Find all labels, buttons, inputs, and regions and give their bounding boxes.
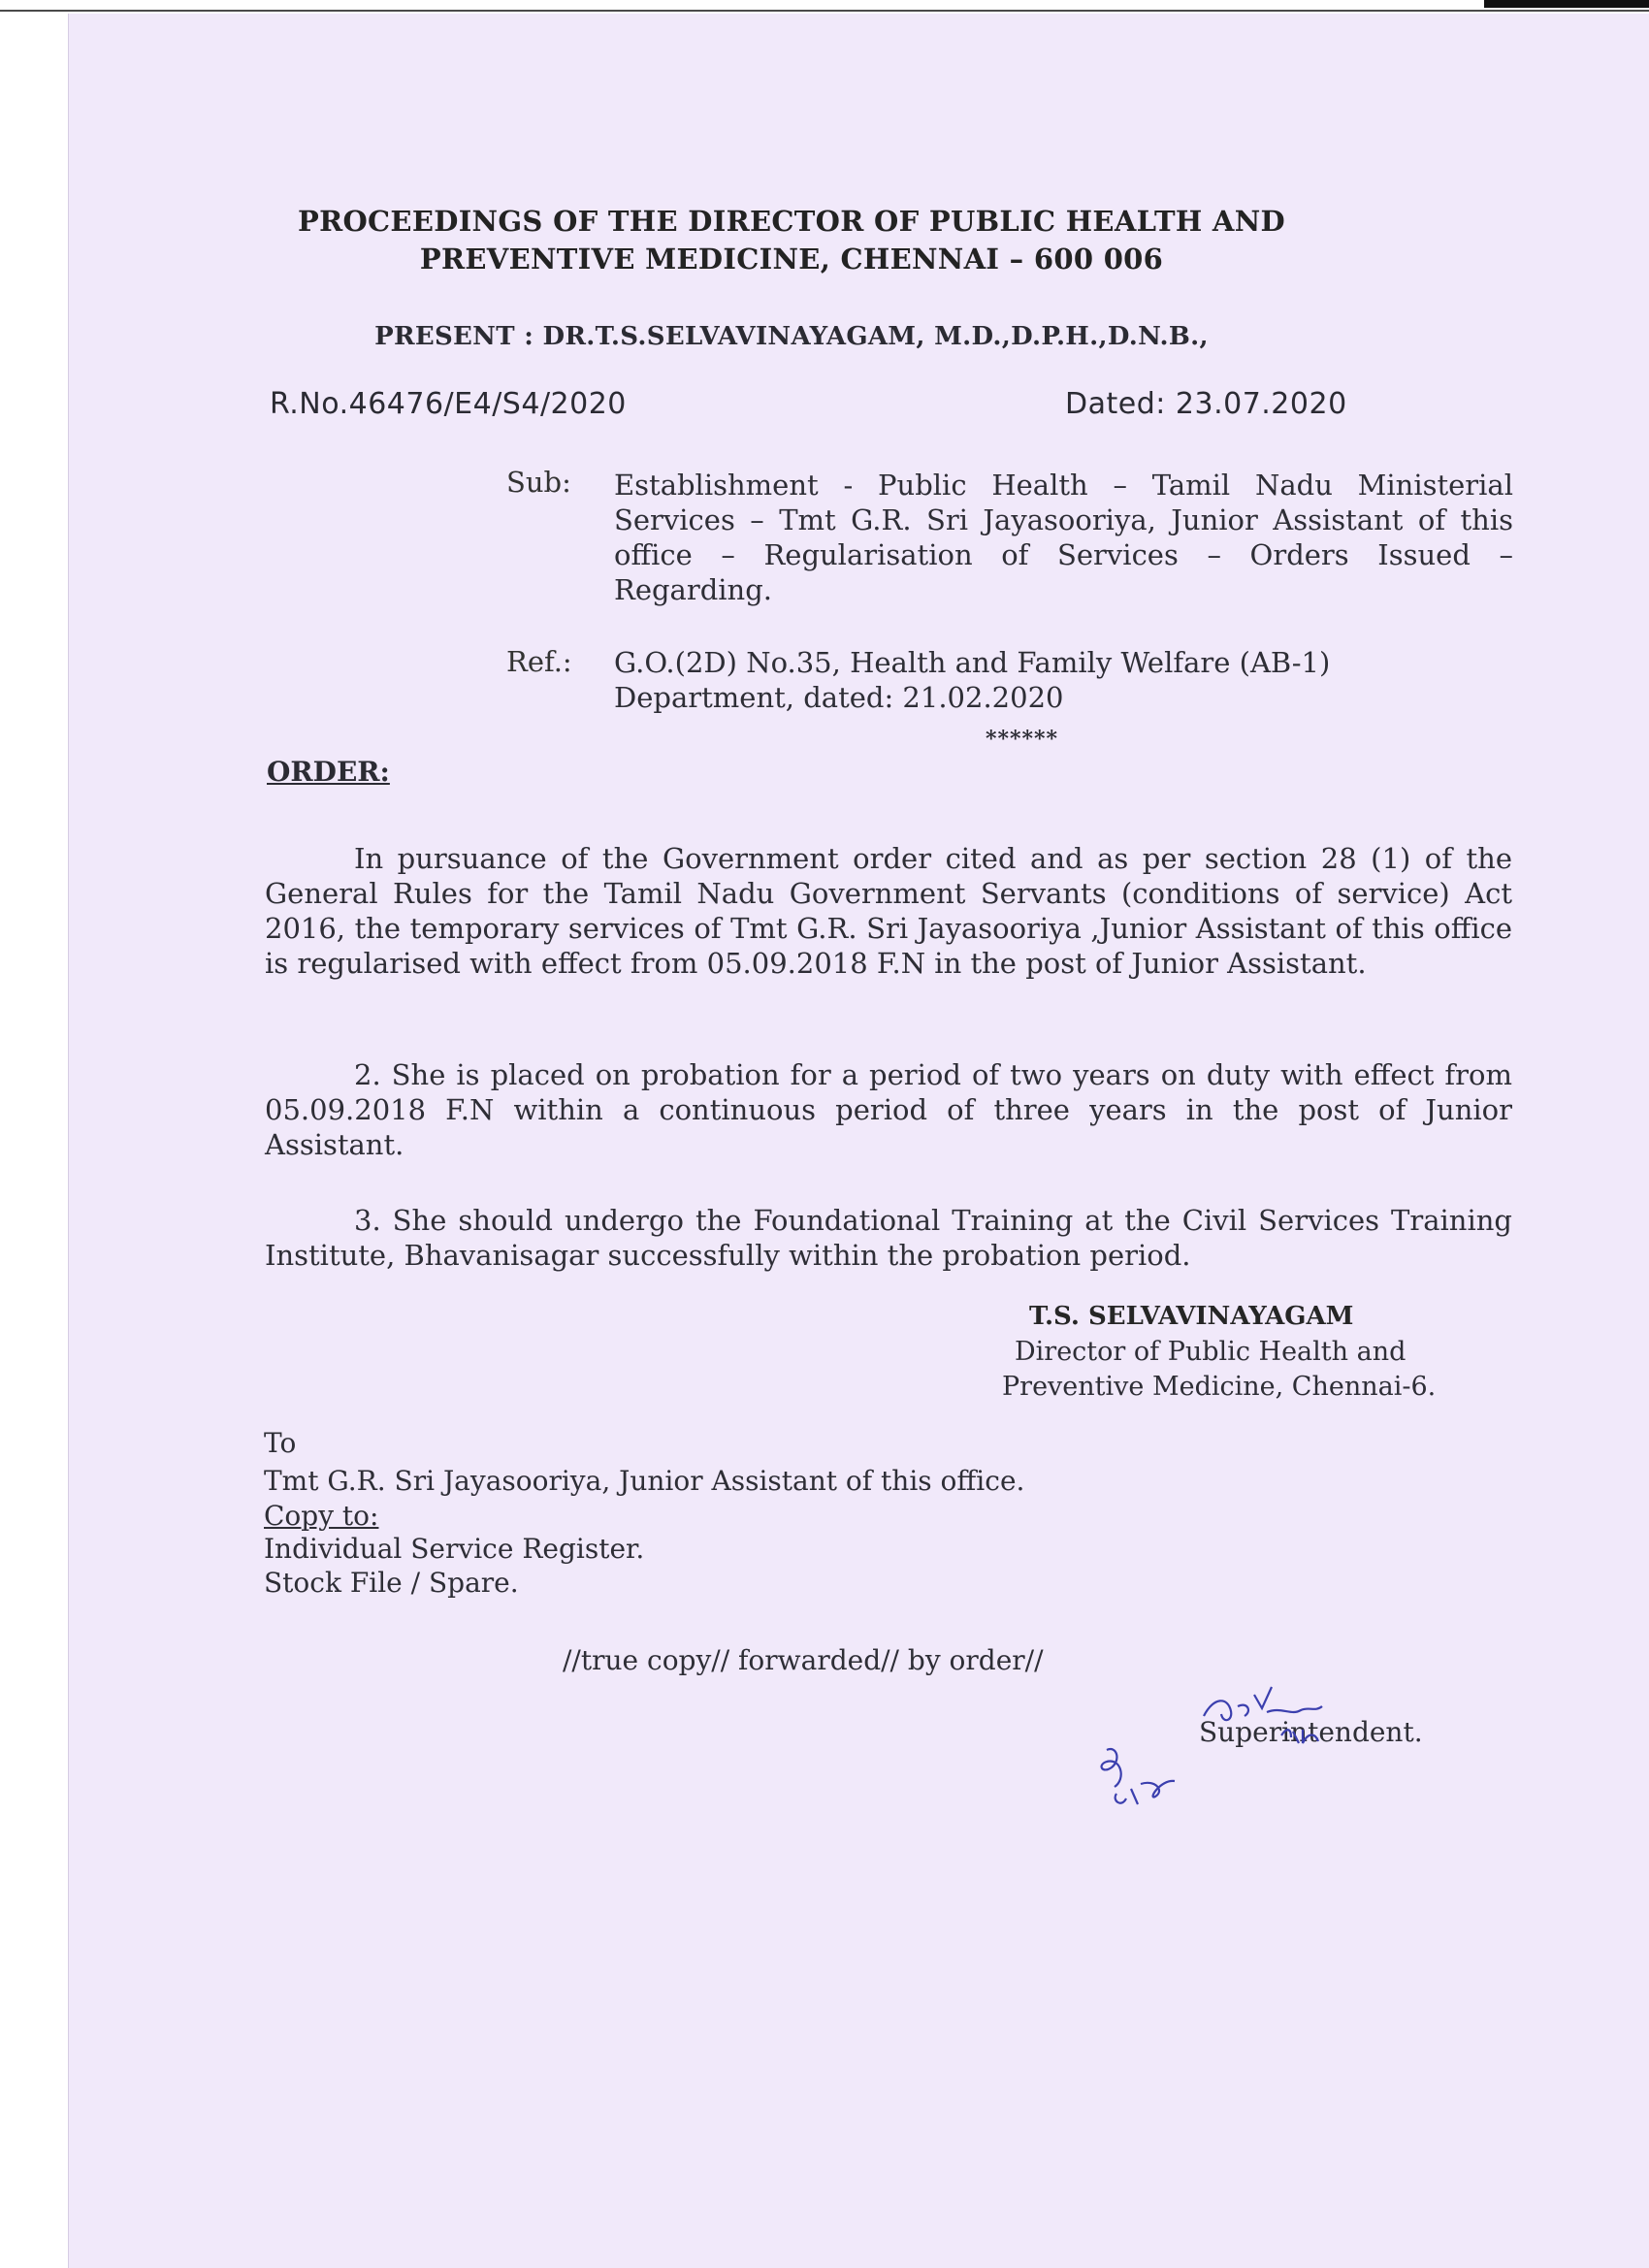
document-page bbox=[68, 14, 1649, 2268]
to-label: To bbox=[264, 1427, 297, 1459]
signatory-title-2: Preventive Medicine, Chennai-6. bbox=[1002, 1372, 1437, 1402]
copy-to-label: Copy to: bbox=[264, 1500, 379, 1532]
reference-number: R.No.46476/E4/S4/2020 bbox=[270, 387, 627, 421]
present-line: PRESENT : DR.T.S.SELVAVINAYAGAM, M.D.,D.P.H.,D.N.B., bbox=[374, 322, 1209, 351]
scan-top-edge bbox=[0, 0, 1649, 12]
handwritten-initials bbox=[1087, 1740, 1204, 1831]
reference-line-2: Department, dated: 21.02.2020 bbox=[614, 681, 1064, 714]
footer-note: //true copy// forwarded// by order// bbox=[563, 1644, 1044, 1676]
copy-item-2: Stock File / Spare. bbox=[264, 1567, 519, 1599]
subject-text: Establishment - Public Health – Tamil Nadu Ministerial Services – Tmt G.R. Sri Jayasooriya, Junior Assistant of this office – Regularisation of Services – Orders Issued – Regarding. bbox=[614, 469, 1513, 606]
order-heading: ORDER: bbox=[267, 756, 390, 788]
signatory-name: T.S. SELVAVINAYAGAM bbox=[1029, 1302, 1354, 1331]
header-line-1: PROCEEDINGS OF THE DIRECTOR OF PUBLIC HEALTH AND bbox=[297, 205, 1285, 238]
order-paragraph-2: 2. She is placed on probation for a period of two years on duty with effect from 05.09.2018 F.N within a continuous period of three years in the post of Junior Assistant. bbox=[265, 1058, 1512, 1161]
order-paragraph-3: 3. She should undergo the Foundational Training at the Civil Services Training Institute, Bhavanisagar successfully within the probation period. bbox=[265, 1204, 1512, 1272]
handwritten-signature bbox=[1194, 1677, 1330, 1768]
copy-item-1: Individual Service Register. bbox=[264, 1533, 645, 1565]
superintendent-title: Superintendent. bbox=[1199, 1716, 1423, 1748]
dated: Dated: 23.07.2020 bbox=[1065, 387, 1347, 421]
scan-margin bbox=[0, 0, 68, 2268]
reference-label: Ref.: bbox=[506, 645, 572, 678]
header-line-2: PREVENTIVE MEDICINE, CHENNAI – 600 006 bbox=[419, 243, 1164, 275]
order-paragraph-1: In pursuance of the Government order cited and as per section 28 (1) of the General Rules for the Tamil Nadu Government Servants (conditions of service) Act 2016, the temporary services of Tmt G.R. Sri Jayasooriya ,Junior Assistant of this office is regularised with effect from 05.09.2018 F.N in the post of Junior Assistant. bbox=[265, 842, 1512, 980]
signatory-title-1: Director of Public Health and bbox=[1015, 1337, 1406, 1367]
subject-label: Sub: bbox=[506, 466, 571, 499]
reference-line-1: G.O.(2D) No.35, Health and Family Welfare (AB-1) bbox=[614, 646, 1331, 679]
scan-corner-mark bbox=[1484, 0, 1649, 8]
separator: ****** bbox=[986, 727, 1059, 752]
to-recipient: Tmt G.R. Sri Jayasooriya, Junior Assistant of this office. bbox=[264, 1465, 1025, 1497]
